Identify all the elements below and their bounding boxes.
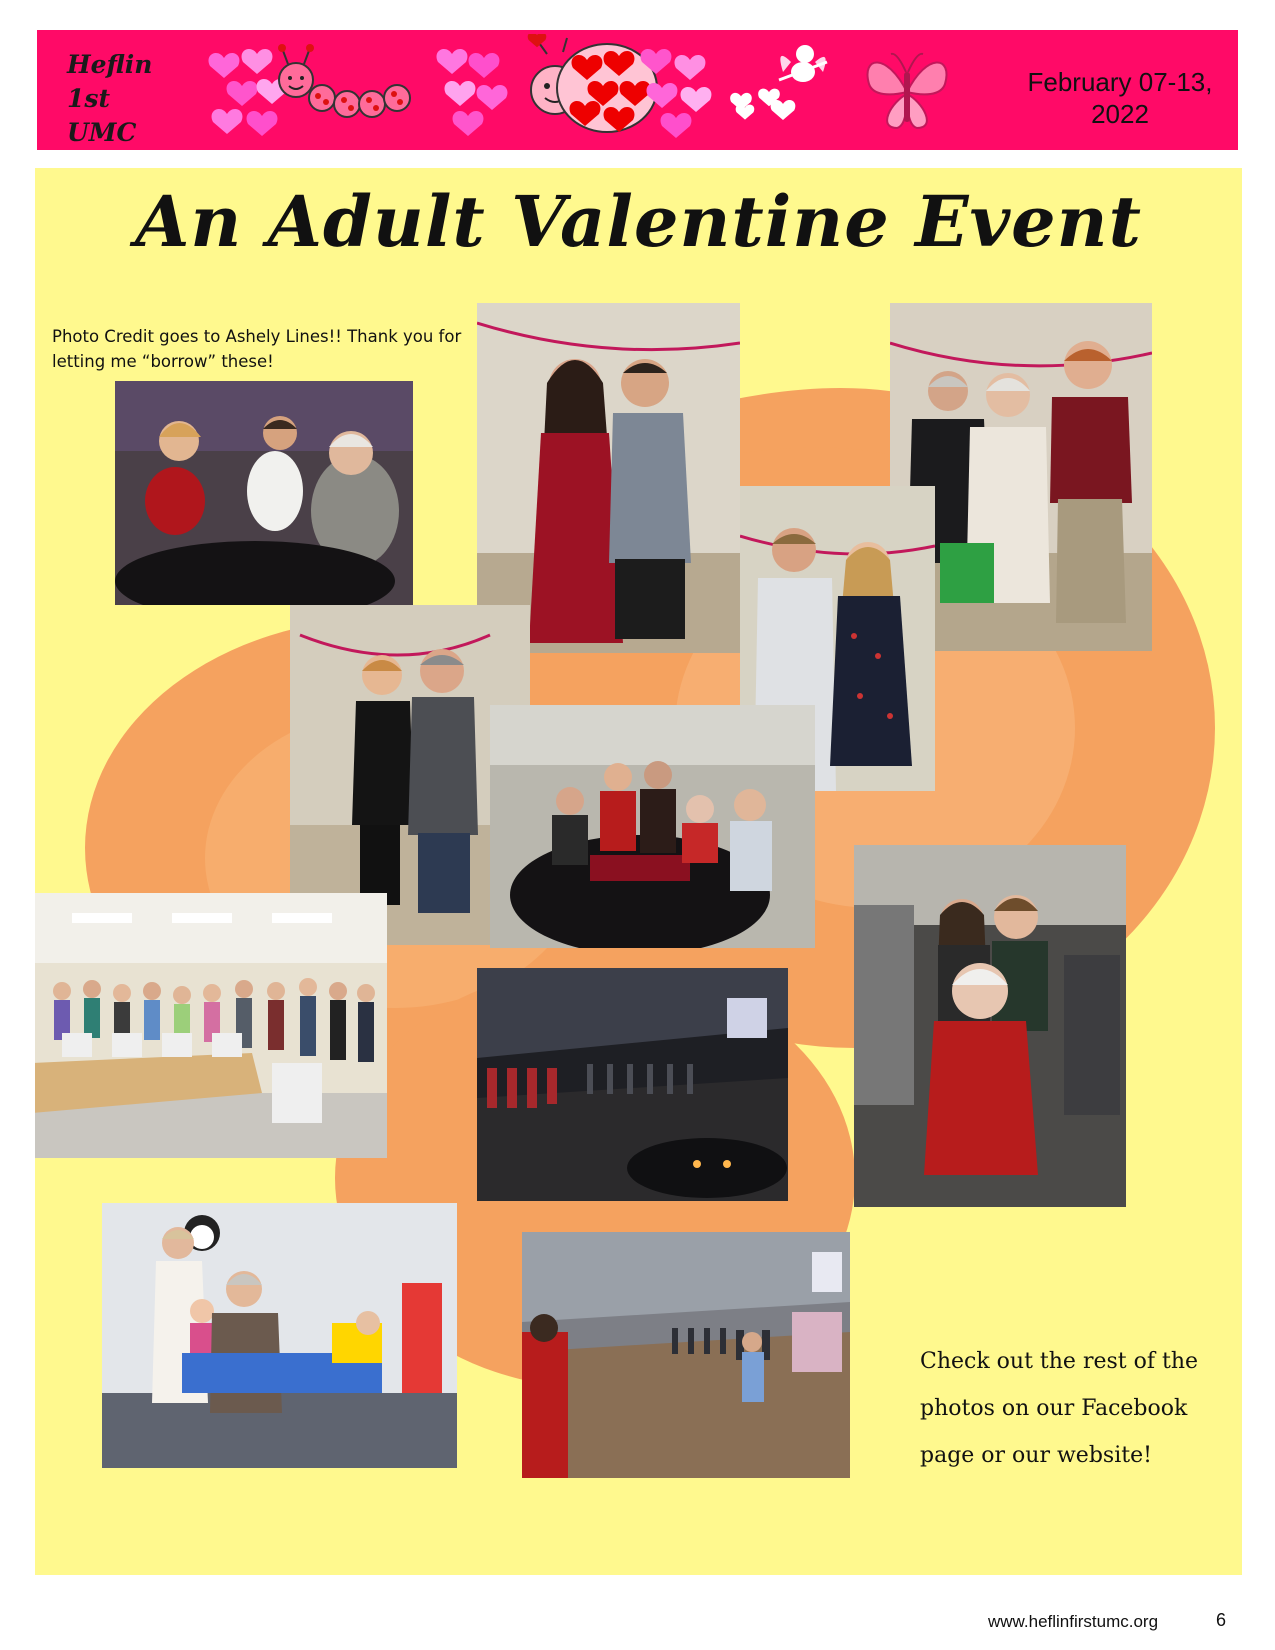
cta-line2: photos on our Facebook — [920, 1396, 1188, 1421]
cupid-icon — [727, 32, 837, 142]
event-photo — [490, 705, 815, 948]
event-photo — [854, 845, 1126, 1207]
event-photo — [477, 303, 740, 653]
caterpillar-icon — [274, 40, 424, 140]
issue-dates — [1010, 66, 1230, 130]
page-title: An Adult Valentine Event — [135, 180, 1142, 263]
header-banner — [37, 30, 1238, 150]
call-to-action-text — [920, 1338, 1220, 1479]
content-panel — [35, 168, 1242, 1575]
church-name-line1: Heflin — [67, 50, 153, 79]
event-photo — [102, 1203, 457, 1468]
issue-dates-line2: 2022 — [1091, 99, 1149, 129]
butterfly-icon — [857, 42, 957, 142]
page-number: 6 — [1216, 1610, 1227, 1630]
cta-line3: page or our website! — [920, 1443, 1152, 1468]
footer-website[interactable]: www.heflinfirstumc.org — [988, 1612, 1159, 1631]
event-photo — [115, 381, 413, 605]
church-name — [67, 48, 187, 150]
event-photo — [522, 1232, 850, 1478]
photo-credit-text: Photo Credit goes to Ashely Lines!! Thank you for letting me “borrow” these! — [52, 327, 462, 371]
church-name-line2: 1st UMC — [67, 84, 137, 147]
event-photo — [35, 893, 387, 1158]
event-photo — [477, 968, 788, 1201]
issue-dates-line1: February 07-13, — [1027, 67, 1213, 97]
cta-line1: Check out the rest of the — [920, 1349, 1199, 1374]
heart-cluster-icon — [632, 38, 722, 138]
